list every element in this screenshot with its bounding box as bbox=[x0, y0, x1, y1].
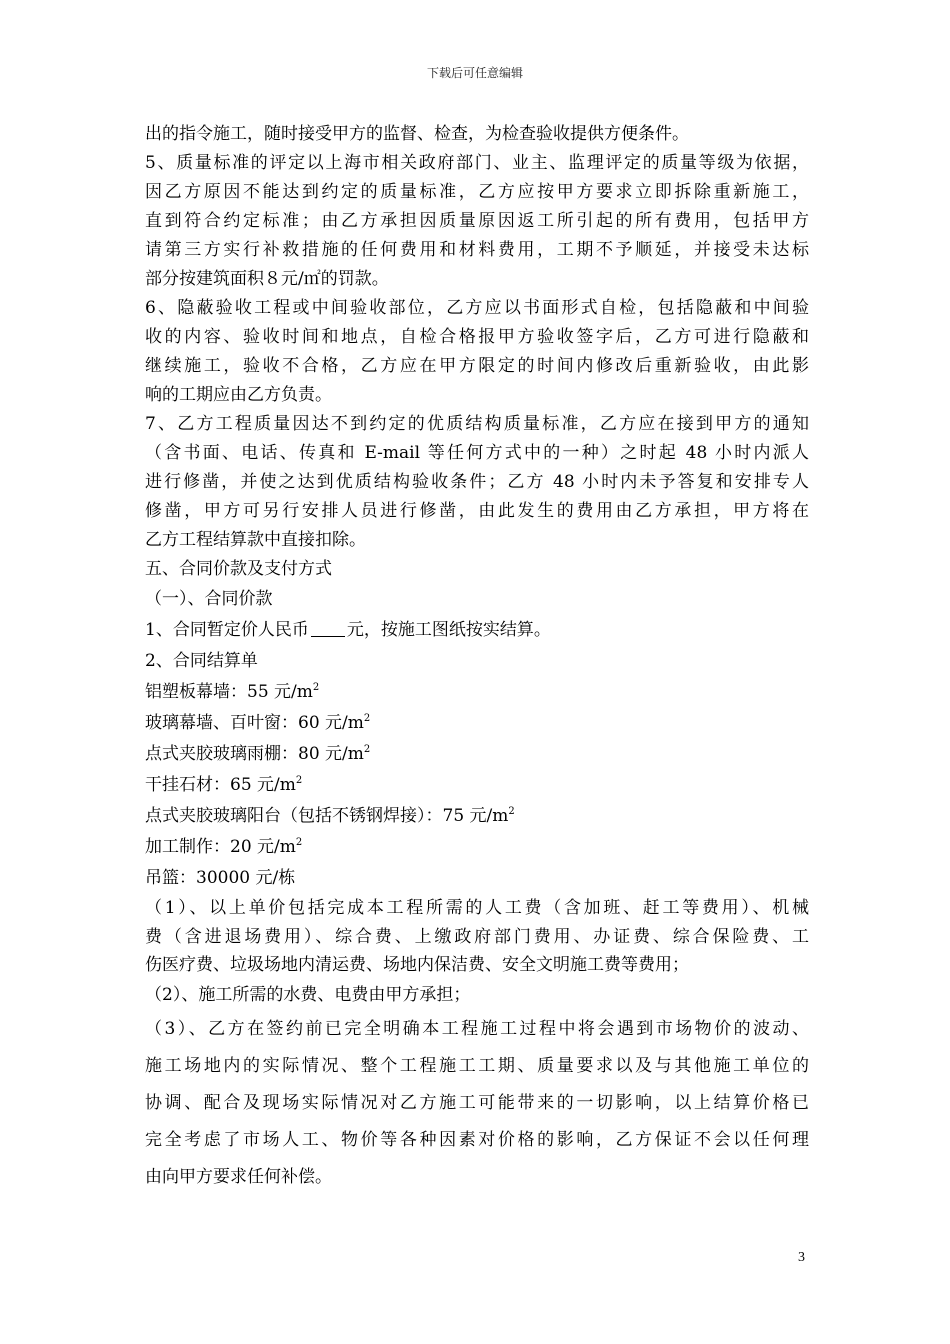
text-span: 1、合同暂定价人民币 bbox=[145, 620, 309, 640]
price-item bbox=[145, 770, 809, 801]
note-1: （1）、以上单价包括完成本工程所需的人工费（含加班、赶工等费用）、机械 bbox=[145, 898, 809, 918]
superscript: 2 bbox=[508, 806, 515, 817]
price-label: 点式夹胶玻璃雨棚：80 元/m bbox=[145, 744, 364, 764]
note-3: （3）、乙方在签约前已完全明确本工程施工过程中将会遇到市场物价的波动、 bbox=[145, 1018, 809, 1039]
superscript: 2 bbox=[363, 713, 371, 724]
text-line: 继续施工，验收不合格，乙方应在甲方限定的时间内修改后重新验收，由此影 bbox=[145, 356, 809, 376]
text-line: 直到符合约定标准；由乙方承担因质量原因返工所引起的所有费用，包括甲方 bbox=[145, 211, 809, 231]
subsection-heading: （一）、合同价款 bbox=[145, 589, 273, 609]
price-item: 吊篮：30000 元/栋 bbox=[145, 868, 296, 888]
clause-5: 5、质量标准的评定以上海市相关政府部门、业主、监理评定的质量等级为依据， bbox=[145, 153, 809, 173]
price-item bbox=[145, 677, 809, 708]
price-label: 铝塑板幕墙：55 元/m bbox=[145, 682, 313, 702]
text-line: 协调、配合及现场实际情况对乙方施工可能带来的一切影响，以上结算价格已 bbox=[145, 1092, 809, 1113]
document-body bbox=[145, 120, 809, 1196]
price-item bbox=[145, 708, 809, 739]
price-item bbox=[145, 801, 809, 832]
text-line: 完全考虑了市场人工、物价等各种因素对价格的影响，乙方保证不会以任何理 bbox=[145, 1129, 809, 1150]
text-line: 施工场地内的实际情况、整个工程施工工期、质量要求以及与其他施工单位的 bbox=[145, 1055, 809, 1076]
note-2: （2）、施工所需的水费、电费由甲方承担； bbox=[145, 984, 471, 1005]
text-span: 元，按施工图纸按实结算。 bbox=[346, 620, 551, 640]
page-number: 3 bbox=[798, 1250, 805, 1265]
price-label: 加工制作：20 元/m bbox=[145, 837, 296, 857]
text-line: 收的内容、验收时间和地点，自检合格报甲方验收签字后，乙方可进行隐蔽和 bbox=[145, 327, 809, 347]
superscript: 2 bbox=[295, 837, 303, 848]
superscript: 2 bbox=[312, 682, 320, 693]
text-line: 部分按建筑面积８元/㎡的罚款。 bbox=[145, 269, 389, 289]
text-line: 响的工期应由乙方负责。 bbox=[145, 385, 332, 405]
text-line: 费（含进退场费用）、综合费、上缴政府部门费用、办证费、综合保险费、工 bbox=[145, 926, 809, 947]
price-label: 玻璃幕墙、百叶窗：60 元/m bbox=[145, 713, 364, 733]
price-label: 干挂石材：65 元/m bbox=[145, 775, 296, 795]
text-line: 出的指令施工，随时接受甲方的监督、检查，为检查验收提供方便条件。 bbox=[145, 124, 689, 144]
text-line: 2、合同结算单 bbox=[145, 651, 258, 671]
price-item bbox=[145, 832, 809, 863]
text-line: （含书面、电话、传真和 E-mail 等任何方式中的一种）之时起 48 小时内派人 bbox=[145, 443, 809, 463]
text-line: 因乙方原因不能达到约定的质量标准，乙方应按甲方要求立即拆除重新施工， bbox=[145, 182, 809, 202]
clause-6: 6、隐蔽验收工程或中间验收部位，乙方应以书面形式自检，包括隐蔽和中间验 bbox=[145, 298, 809, 318]
page-header: 下载后可任意编辑 bbox=[426, 66, 523, 80]
text-line: 由向甲方要求任何补偿。 bbox=[145, 1166, 332, 1187]
price-item bbox=[145, 739, 809, 770]
contract-price-line bbox=[145, 615, 809, 646]
blank-underline bbox=[311, 618, 345, 637]
text-line: 乙方工程结算款中直接扣除。 bbox=[145, 530, 366, 550]
superscript: 2 bbox=[363, 744, 371, 755]
text-line: 请第三方实行补救措施的任何费用和材料费用，工期不予顺延，并接受未达标 bbox=[145, 240, 809, 260]
clause-7: 7、乙方工程质量因达不到约定的优质结构质量标准，乙方应在接到甲方的通知 bbox=[145, 414, 809, 434]
text-line: 伤医疗费、垃圾场地内清运费、场地内保洁费、安全文明施工费等费用； bbox=[145, 955, 689, 975]
text-line: 进行修凿，并使之达到优质结构验收条件；乙方 48 小时内未予答复和安排专人 bbox=[145, 472, 809, 492]
section-heading: 五、合同价款及支付方式 bbox=[145, 559, 332, 579]
text-line: 修凿，甲方可另行安排人员进行修凿，由此发生的费用由乙方承担，甲方将在 bbox=[145, 501, 809, 521]
superscript: 2 bbox=[295, 775, 303, 786]
price-label: 点式夹胶玻璃阳台（包括不锈钢焊接）：75 元/m bbox=[145, 806, 509, 826]
